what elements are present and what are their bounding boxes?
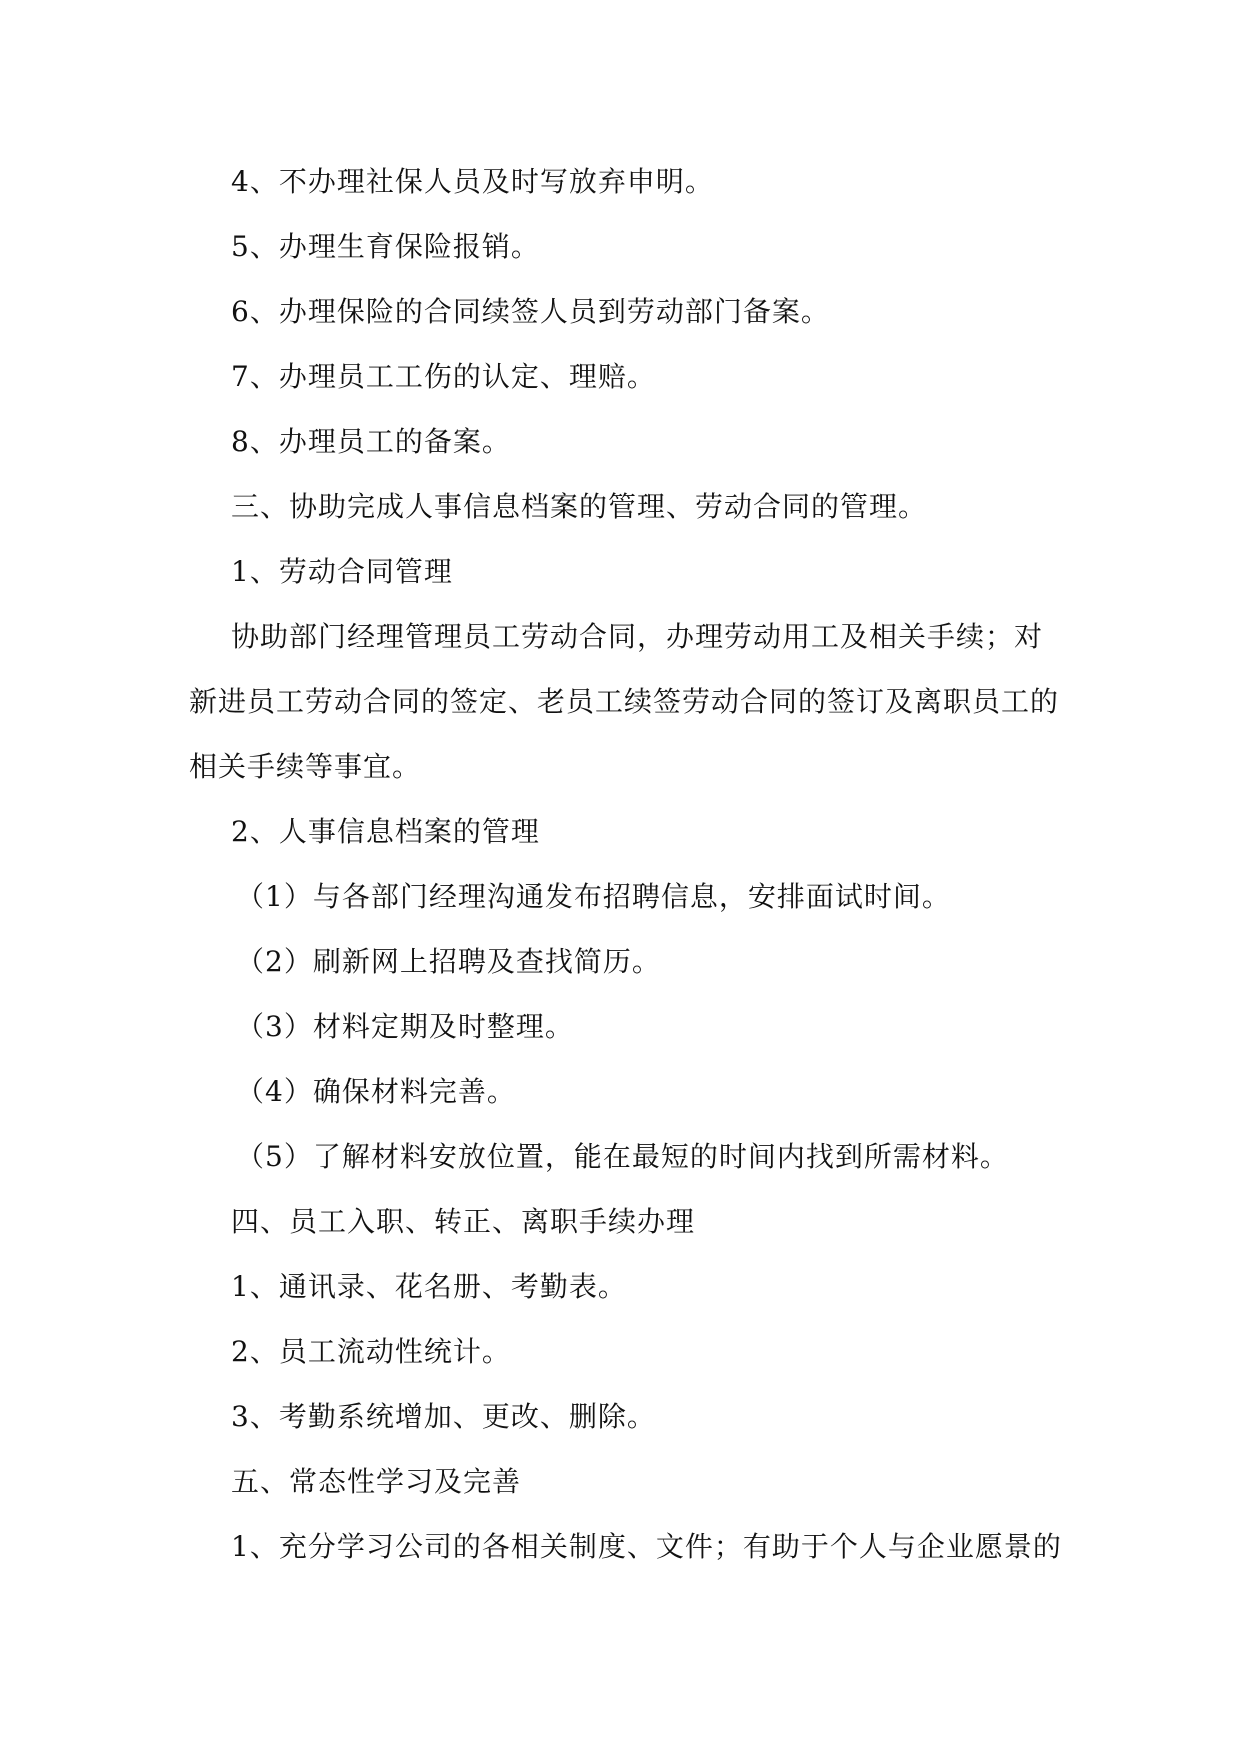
list-item-paren-1: （1）与各部门经理沟通发布招聘信息，安排面试时间。 [236,880,951,913]
list-item-onboarding-3: 3、考勤系统增加、更改、删除。 [231,1400,656,1433]
list-item-paren-2: （2）刷新网上招聘及查找简历。 [236,945,661,978]
section-heading-3: 三、协助完成人事信息档案的管理、劳动合同的管理。 [231,490,928,523]
list-item-paren-5: （5）了解材料安放位置，能在最短的时间内找到所需材料。 [236,1140,1009,1173]
list-item-8: 8、办理员工的备案。 [231,425,511,458]
section-heading-4: 四、员工入职、转正、离职手续办理 [231,1205,696,1238]
list-item-paren-4: （4）确保材料完善。 [236,1075,516,1108]
list-item-7: 7、办理员工工伤的认定、理赔。 [231,360,656,393]
paragraph-line-2: 新进员工劳动合同的签定、老员工续签劳动合同的签订及离职员工的 [189,685,1060,718]
paragraph-line-1: 协助部门经理管理员工劳动合同，办理劳动用工及相关手续；对 [231,620,1044,653]
subheading-personnel-files: 2、人事信息档案的管理 [231,815,540,848]
paragraph-line-3: 相关手续等事宜。 [189,750,422,783]
list-item-5: 5、办理生育保险报销。 [231,230,540,263]
subheading-labor-contract: 1、劳动合同管理 [231,555,453,588]
list-item-onboarding-2: 2、员工流动性统计。 [231,1335,511,1368]
list-item-onboarding-1: 1、通讯录、花名册、考勤表。 [231,1270,627,1303]
section-heading-5: 五、常态性学习及完善 [231,1465,522,1498]
list-item-4: 4、不办理社保人员及时写放弃申明。 [231,165,714,198]
list-item-learning-1: 1、充分学习公司的各相关制度、文件；有助于个人与企业愿景的 [231,1530,1062,1563]
list-item-6: 6、办理保险的合同续签人员到劳动部门备案。 [231,295,830,328]
list-item-paren-3: （3）材料定期及时整理。 [236,1010,574,1043]
